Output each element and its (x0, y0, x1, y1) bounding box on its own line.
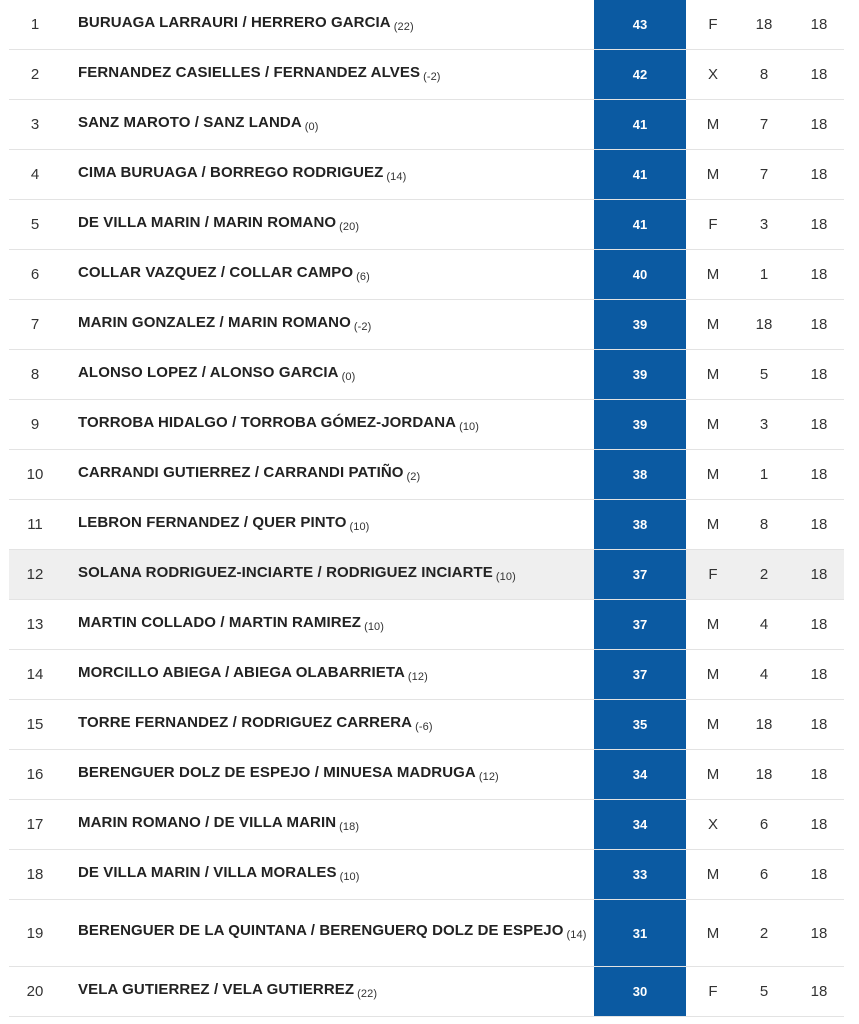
handicap: (14) (566, 929, 587, 941)
position: 16 (26, 766, 44, 783)
points-value: 37 (594, 650, 686, 699)
points-value: 31 (594, 900, 686, 966)
points-value: 33 (594, 850, 686, 899)
player-names: TORRE FERNANDEZ / RODRIGUEZ CARRERA $_{(-6)}$ (78, 713, 433, 733)
category: F (708, 216, 718, 233)
holes-value: 5 (759, 983, 769, 1000)
holes-value: 4 (759, 666, 769, 683)
player-names: TORROBA HIDALGO / TORROBA GÓMEZ-JORDANA $_{(10)}$ (78, 413, 480, 433)
holes-value: 1 (759, 466, 769, 483)
holes-value: 6 (759, 866, 769, 883)
handicap: (0) (341, 370, 356, 383)
points-value: 37 (594, 600, 686, 649)
table-row[interactable] (9, 600, 844, 650)
player-names: MORCILLO ABIEGA / ABIEGA OLABARRIETA $_{(12)}$ (78, 663, 428, 683)
category: M (706, 766, 720, 783)
points-value: 37 (594, 550, 686, 599)
position: 13 (26, 616, 44, 633)
table-row[interactable] (9, 967, 844, 1017)
holes-value: 18 (755, 766, 773, 783)
category: M (706, 316, 720, 333)
handicap: (-6) (415, 720, 433, 733)
table-row-highlighted[interactable] (9, 550, 844, 600)
points-value: 41 (594, 200, 686, 249)
position: 7 (30, 316, 40, 333)
category: M (706, 666, 720, 683)
table-row[interactable] (9, 700, 844, 750)
points-value: 34 (594, 750, 686, 799)
total-holes-value: 18 (810, 166, 828, 183)
handicap: (22) (393, 20, 414, 33)
handicap: (22) (357, 987, 378, 1000)
table-row[interactable] (9, 750, 844, 800)
total-holes-value: 18 (810, 316, 828, 333)
category: M (706, 716, 720, 733)
total-holes-value: 18 (810, 366, 828, 383)
total-holes-value: 18 (810, 924, 828, 942)
position: 4 (30, 166, 40, 183)
total-holes-value: 18 (810, 716, 828, 733)
points-value: 42 (594, 50, 686, 99)
handicap: (10) (349, 520, 370, 533)
points-value: 39 (594, 400, 686, 449)
total-holes-value: 18 (810, 866, 828, 883)
handicap: (10) (495, 570, 516, 583)
category: M (706, 116, 720, 133)
table-row[interactable] (9, 350, 844, 400)
position: 2 (30, 66, 40, 83)
category: F (708, 16, 718, 33)
player-names: BERENGUER DOLZ DE ESPEJO / MINUESA MADRUGA $_{(12)}$ (78, 763, 499, 783)
handicap: (12) (478, 770, 499, 783)
position: 9 (30, 416, 40, 433)
points-value: 35 (594, 700, 686, 749)
position: 19 (26, 924, 44, 942)
player-names: MARTIN COLLADO / MARTIN RAMIREZ $_{(10)}$ (78, 613, 385, 633)
total-holes-value: 18 (810, 666, 828, 683)
category: M (706, 166, 720, 183)
position: 8 (30, 366, 40, 383)
category: M (706, 866, 720, 883)
handicap: (12) (407, 670, 428, 683)
holes-value: 2 (759, 924, 769, 942)
holes-value: 7 (759, 166, 769, 183)
position: 17 (26, 816, 44, 833)
holes-value: 2 (759, 566, 769, 583)
table-row[interactable] (9, 0, 844, 50)
table-row[interactable] (9, 100, 844, 150)
points-value: 39 (594, 300, 686, 349)
player-names: VELA GUTIERREZ / VELA GUTIERREZ $_{(22)}$ (78, 980, 378, 1000)
category: M (706, 616, 720, 633)
holes-value: 18 (755, 16, 773, 33)
total-holes-value: 18 (810, 566, 828, 583)
player-names: DE VILLA MARIN / VILLA MORALES $_{(10)}$ (78, 863, 360, 883)
category: M (706, 266, 720, 283)
table-row[interactable] (9, 200, 844, 250)
player-names: MARIN ROMANO / DE VILLA MARIN $_{(18)}$ (78, 813, 360, 833)
player-names: CARRANDI GUTIERREZ / CARRANDI PATIÑO $_{(2)}$ (78, 463, 421, 483)
holes-value: 18 (755, 316, 773, 333)
table-row[interactable] (9, 850, 844, 900)
handicap: (10) (364, 620, 385, 633)
holes-value: 4 (759, 616, 769, 633)
position: 12 (26, 566, 44, 583)
handicap: (10) (459, 420, 480, 433)
table-row[interactable] (9, 250, 844, 300)
points-value: 40 (594, 250, 686, 299)
category: F (708, 566, 718, 583)
points-value: 34 (594, 800, 686, 849)
position: 20 (26, 983, 44, 1000)
position: 14 (26, 666, 44, 683)
handicap: (-2) (423, 70, 441, 83)
category: M (706, 466, 720, 483)
total-holes-value: 18 (810, 983, 828, 1000)
position: 3 (30, 116, 40, 133)
category: M (706, 416, 720, 433)
points-value: 43 (594, 0, 686, 49)
position: 15 (26, 716, 44, 733)
total-holes-value: 18 (810, 16, 828, 33)
player-names: MARIN GONZALEZ / MARIN ROMANO $_{(-2)}$ (78, 313, 372, 333)
holes-value: 5 (759, 366, 769, 383)
category: F (708, 983, 718, 1000)
total-holes-value: 18 (810, 516, 828, 533)
category: M (706, 366, 720, 383)
player-names: FERNANDEZ CASIELLES / FERNANDEZ ALVES $_{(-2)}$ (78, 63, 441, 83)
holes-value: 18 (755, 716, 773, 733)
holes-value: 3 (759, 216, 769, 233)
total-holes-value: 18 (810, 616, 828, 633)
holes-value: 7 (759, 116, 769, 133)
category: M (706, 924, 720, 942)
player-names: SOLANA RODRIGUEZ-INCIARTE / RODRIGUEZ INCIARTE $_{(10)}$ (78, 563, 516, 583)
position: 18 (26, 866, 44, 883)
position: 11 (27, 516, 43, 533)
player-names: SANZ MAROTO / SANZ LANDA $_{(0)}$ (78, 113, 319, 133)
position: 6 (30, 266, 40, 283)
points-value: 38 (594, 500, 686, 549)
player-names: BERENGUER DE LA QUINTANA / BERENGUERQ DOLZ DE ESPEJO $_{(14)}$ (78, 922, 587, 941)
holes-value: 3 (759, 416, 769, 433)
holes-value: 1 (759, 266, 769, 283)
player-names: DE VILLA MARIN / MARIN ROMANO $_{(20)}$ (78, 213, 360, 233)
category: X (707, 816, 718, 833)
table-row[interactable] (9, 300, 844, 350)
points-value: 38 (594, 450, 686, 499)
handicap: (18) (339, 820, 360, 833)
table-row[interactable] (9, 400, 844, 450)
total-holes-value: 18 (810, 66, 828, 83)
total-holes-value: 18 (810, 466, 828, 483)
total-holes-value: 18 (810, 816, 828, 833)
handicap: (0) (304, 120, 319, 133)
table-row[interactable] (9, 450, 844, 500)
total-holes-value: 18 (810, 416, 828, 433)
table-row[interactable] (9, 50, 844, 100)
points-value: 30 (594, 967, 686, 1016)
holes-value: 8 (759, 66, 769, 83)
holes-value: 8 (759, 516, 769, 533)
total-holes-value: 18 (810, 116, 828, 133)
table-row[interactable] (9, 500, 844, 550)
points-value: 39 (594, 350, 686, 399)
player-names: BURUAGA LARRAURI / HERRERO GARCIA $_{(22)}$ (78, 13, 414, 33)
category: X (707, 66, 718, 83)
table-row[interactable] (9, 650, 844, 700)
handicap: (10) (339, 870, 360, 883)
points-value: 41 (594, 150, 686, 199)
points-value: 41 (594, 100, 686, 149)
table-row[interactable] (9, 800, 844, 850)
position: 1 (30, 16, 40, 33)
total-holes-value: 18 (810, 216, 828, 233)
player-names: LEBRON FERNANDEZ / QUER PINTO $_{(10)}$ (78, 513, 370, 533)
player-names: ALONSO LOPEZ / ALONSO GARCIA $_{(0)}$ (78, 363, 356, 383)
table-row[interactable] (9, 900, 844, 967)
category: M (706, 516, 720, 533)
position: 5 (30, 216, 40, 233)
total-holes-value: 18 (810, 266, 828, 283)
table-row[interactable] (9, 150, 844, 200)
handicap: (2) (406, 470, 421, 483)
total-holes-value: 18 (810, 766, 828, 783)
holes-value: 6 (759, 816, 769, 833)
handicap: (20) (339, 220, 360, 233)
player-names: CIMA BURUAGA / BORREGO RODRIGUEZ $_{(14)}$ (78, 163, 407, 183)
handicap: (6) (356, 270, 370, 283)
leaderboard-table (9, 0, 844, 1017)
player-names: COLLAR VAZQUEZ / COLLAR CAMPO $_{(6)}$ (78, 263, 370, 283)
handicap: (-2) (353, 320, 372, 333)
handicap: (14) (386, 170, 407, 183)
position: 10 (26, 466, 44, 483)
